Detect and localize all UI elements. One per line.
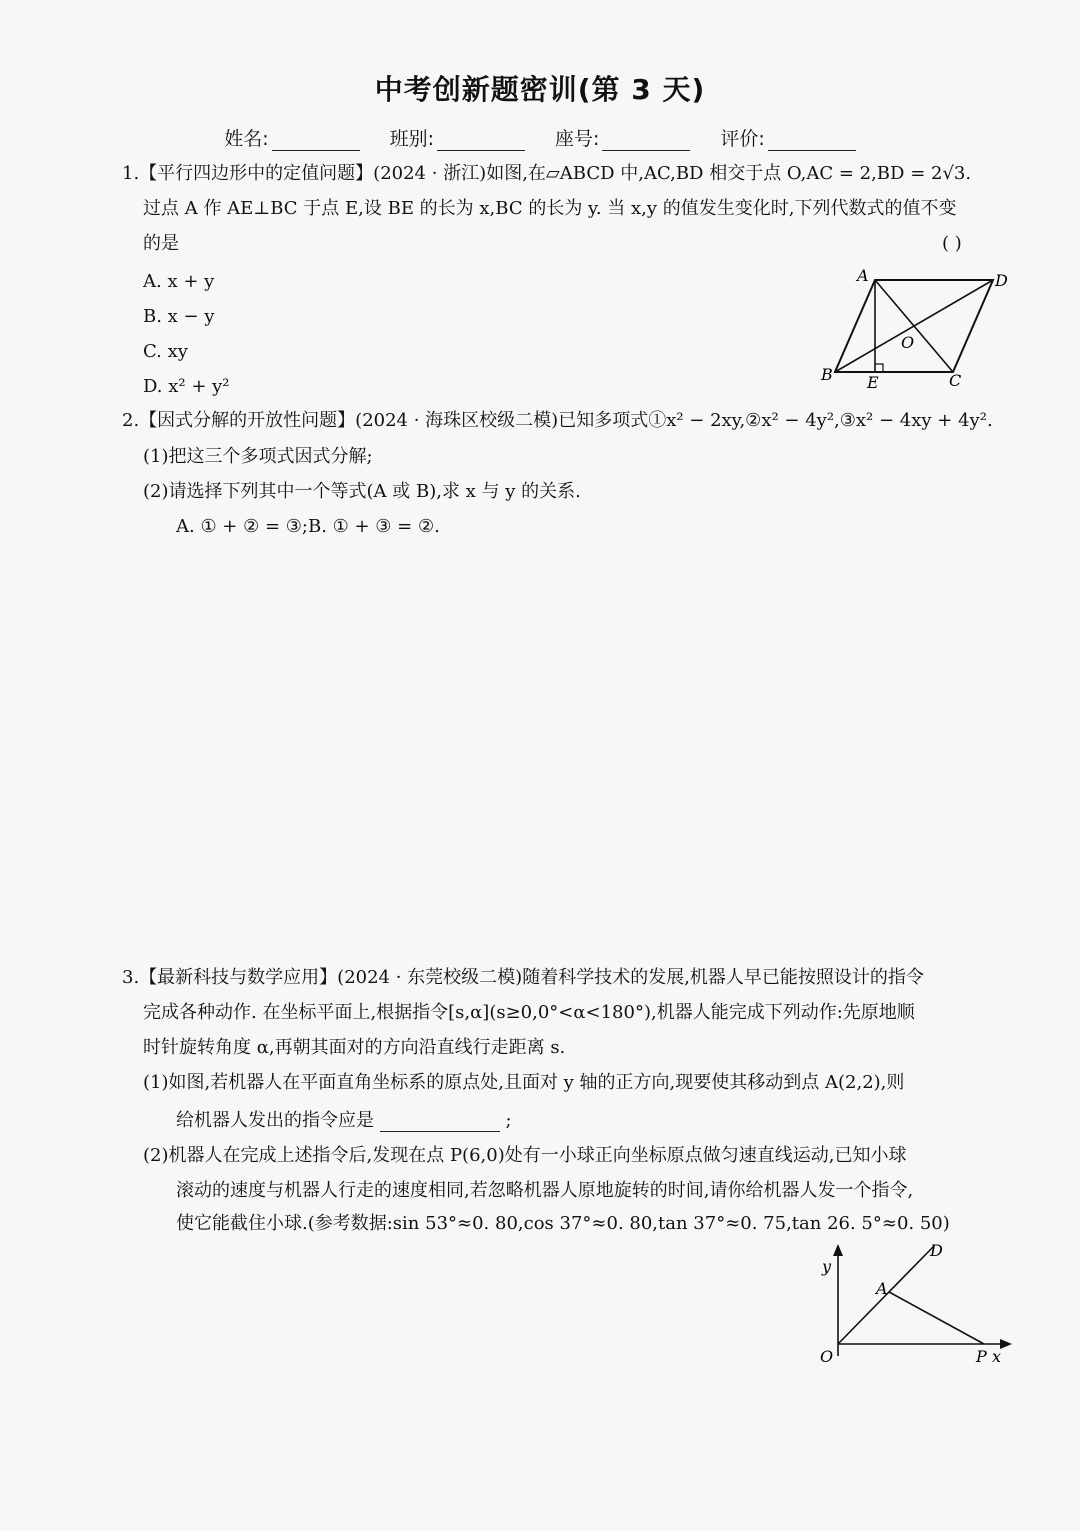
q2-line1: 2.【因式分解的开放性问题】(2024 · 海珠区校级二模)已知多项式①x² − 2xy,②x² − 4y²,③x² − 4xy + 4y². [122, 410, 993, 431]
q1-option-d: D. x² + y² [143, 376, 230, 397]
q1-answer-paren[interactable]: ( ) [942, 233, 962, 254]
x-axis-arrow [1000, 1339, 1012, 1349]
q3-line3: 时针旋转角度 α,再朝其面对的方向沿直线行走距离 s. [143, 1037, 566, 1058]
label-d: D [930, 1241, 943, 1260]
label-p: P [976, 1347, 987, 1366]
label-a: A [876, 1279, 888, 1298]
seat-blank[interactable] [602, 132, 690, 151]
q1-option-c: C. xy [143, 341, 188, 362]
label-y: y [822, 1257, 832, 1276]
class-label: 班别: [389, 128, 434, 150]
q2-sub1: (1)把这三个多项式因式分解; [143, 446, 373, 467]
q3-sub1-end: ; [505, 1110, 512, 1131]
label-e: E [867, 373, 879, 392]
q3-sub1-line2 [176, 1110, 512, 1132]
q3-sub1-prompt: 给机器人发出的指令应是 [176, 1110, 374, 1131]
eval-field[interactable] [720, 124, 855, 151]
q2-sub2: (2)请选择下列其中一个等式(A 或 B),求 x 与 y 的关系. [143, 481, 581, 502]
label-o: O [901, 333, 915, 352]
q3-line1: 3.【最新科技与数学应用】(2024 · 东莞校级二模)随着科学技术的发展,机器人早已能按照设计的指令 [122, 967, 924, 988]
label-origin: O [820, 1347, 834, 1366]
q3-sub1-line1: (1)如图,若机器人在平面直角坐标系的原点处,且面对 y 轴的正方向,现要使其移动到点 A(2,2),则 [143, 1072, 905, 1093]
q3-line2: 完成各种动作. 在坐标平面上,根据指令[s,α](s≥0,0°<α<180°),机器人能完成下列动作:先原地顺 [143, 1002, 915, 1023]
class-field[interactable] [390, 124, 525, 151]
q3-sub2-line1: (2)机器人在完成上述指令后,发现在点 P(6,0)处有一小球正向坐标原点做匀速直线运动,已知小球 [143, 1145, 907, 1166]
eval-label: 评价: [720, 128, 765, 150]
q1-option-b: B. x − y [143, 306, 215, 327]
q3-sub2-line2: 滚动的速度与机器人行走的速度相同,若忽略机器人原地旋转的时间,请你给机器人发一个指令, [176, 1180, 914, 1201]
name-blank[interactable] [272, 132, 360, 151]
parallelogram-figure [815, 262, 1025, 392]
q1-line3: 的是 [143, 233, 179, 254]
page-title: 中考创新题密训(第 3 天) [374, 73, 706, 106]
q1-option-a: A. x + y [143, 271, 215, 292]
name-field[interactable] [224, 124, 359, 151]
eval-blank[interactable] [768, 132, 856, 151]
q2-sub2-options: A. ① + ② = ③;B. ① + ③ = ②. [176, 516, 440, 537]
q1-line2: 过点 A 作 AE⊥BC 于点 E,设 BE 的长为 x,BC 的长为 y. 当 x,y 的值发生变化时,下列代数式的值不变 [143, 198, 957, 219]
label-c: C [949, 371, 962, 390]
label-x: x [992, 1347, 1002, 1366]
y-axis-arrow [833, 1244, 843, 1256]
label-a: A [857, 266, 869, 285]
label-d: D [995, 271, 1008, 290]
diagonal-bd [835, 280, 993, 372]
label-b: B [821, 365, 833, 384]
name-label: 姓名: [224, 128, 269, 150]
coordinate-figure [812, 1238, 1022, 1368]
right-angle-mark [875, 364, 883, 372]
student-info-row [0, 124, 1080, 151]
q1-line1: 1.【平行四边形中的定值问题】(2024 · 浙江)如图,在▱ABCD 中,AC,BD 相交于点 O,AC = 2,BD = 2√3. [122, 163, 972, 184]
q3-answer-blank[interactable] [380, 1113, 500, 1132]
seat-field[interactable] [555, 124, 690, 151]
class-blank[interactable] [437, 132, 525, 151]
q3-sub2-line3: 使它能截住小球.(参考数据:sin 53°≈0. 80,cos 37°≈0. 80,tan 37°≈0. 75,tan 26. 5°≈0. 50) [176, 1213, 950, 1234]
segment-ap [889, 1292, 984, 1344]
seat-label: 座号: [555, 128, 600, 150]
